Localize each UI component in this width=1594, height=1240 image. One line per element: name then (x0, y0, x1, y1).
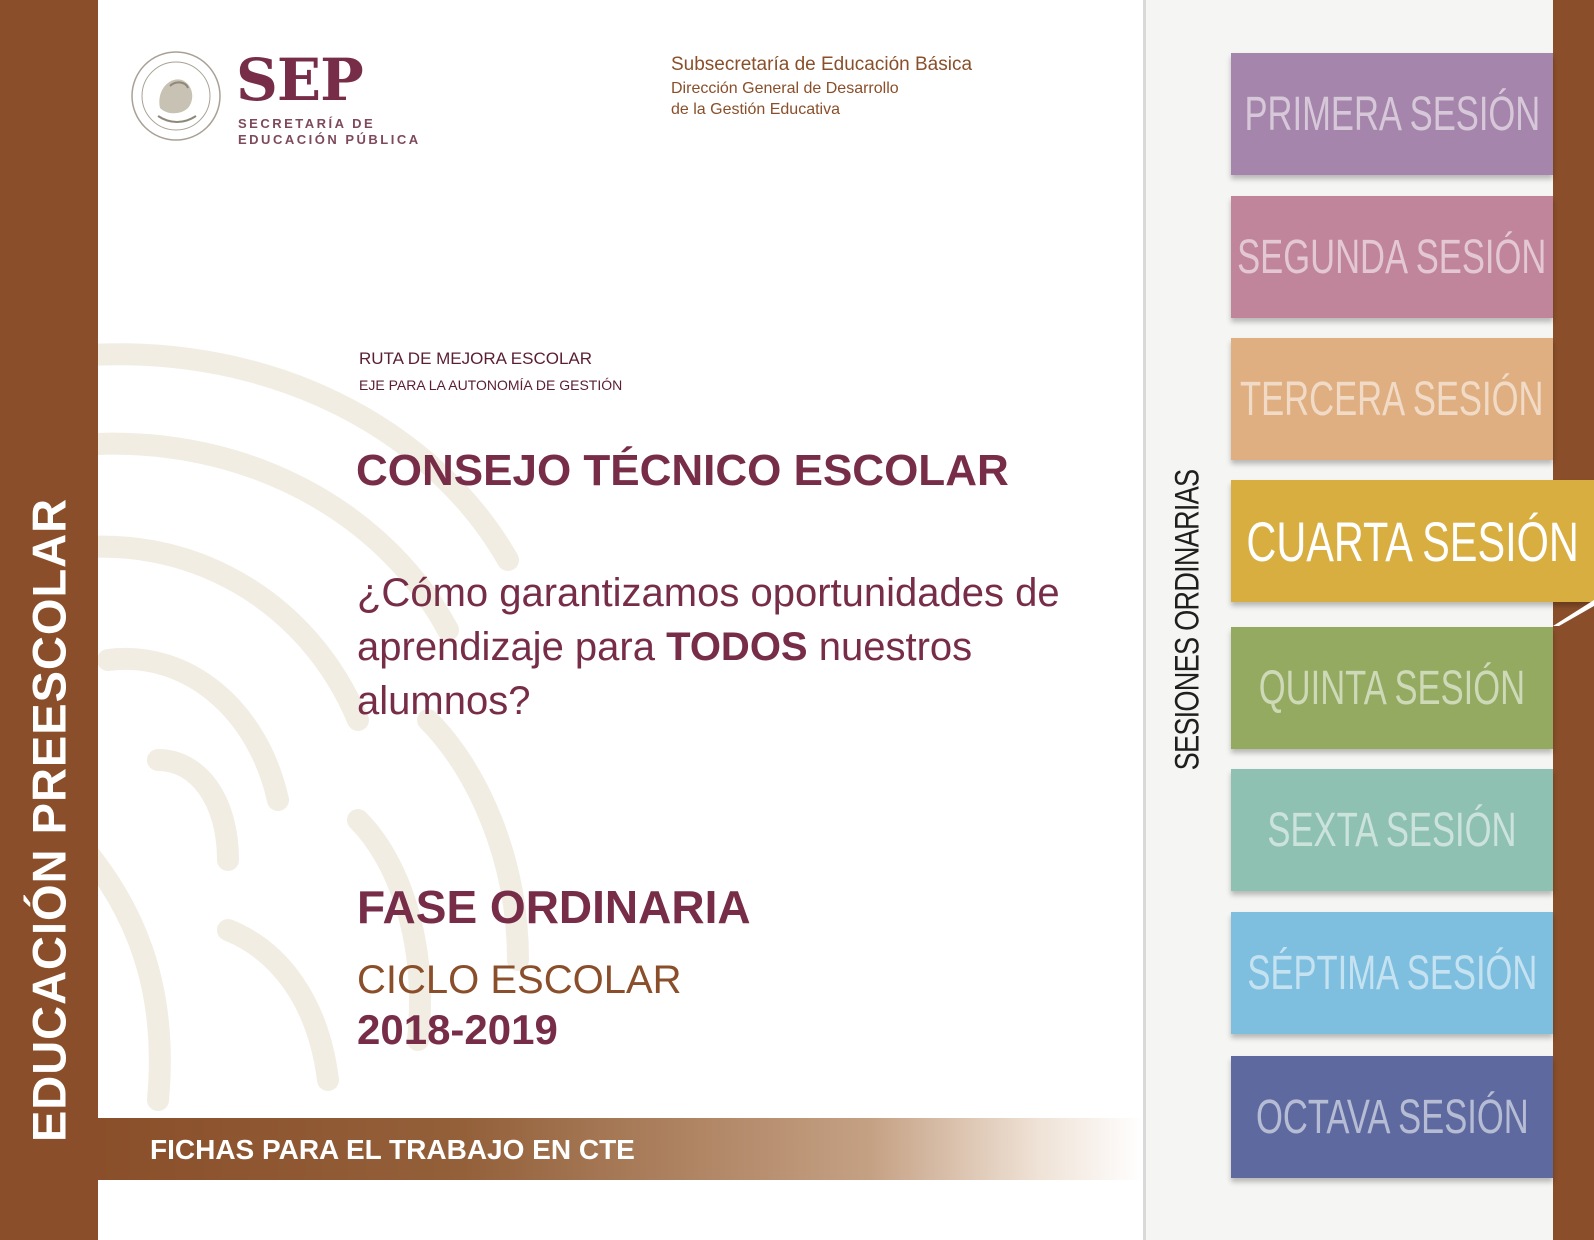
active-tab-connector (1553, 600, 1594, 626)
left-band (0, 0, 98, 1240)
page-title: CONSEJO TÉCNICO ESCOLAR (356, 446, 1009, 495)
tab-cuarta-sesion[interactable] (1231, 480, 1594, 602)
tab-label: SÉPTIMA SESIÓN (1246, 946, 1538, 1000)
tab-sexta-sesion[interactable] (1231, 769, 1553, 891)
question-bold: TODOS (666, 625, 808, 669)
question-part-2: nuestros alumnos? (357, 625, 973, 723)
tab-label: CUARTA SESIÓN (1246, 509, 1579, 573)
footer-text: FICHAS PARA EL TRABAJO EN CTE (150, 1134, 635, 1165)
tab-septima-sesion[interactable] (1231, 912, 1553, 1034)
ruta-heading: RUTA DE MEJORA ESCOLAR (359, 349, 593, 368)
fase-heading: FASE ORDINARIA (357, 881, 751, 933)
tab-tercera-sesion[interactable] (1231, 338, 1553, 460)
side-label: EDUCACIÓN PREESCOLAR (22, 497, 76, 1143)
tab-label: PRIMERA SESIÓN (1244, 87, 1540, 141)
tab-segunda-sesion[interactable] (1231, 196, 1553, 318)
eje-subheading: EJE PARA LA AUTONOMÍA DE GESTIÓN (359, 377, 623, 393)
tab-label: QUINTA SESIÓN (1258, 661, 1526, 715)
sep-logo-text: SEP (236, 46, 363, 114)
footer-bar (98, 1118, 1143, 1180)
tab-label: SEGUNDA SESIÓN (1237, 230, 1547, 284)
tab-primera-sesion[interactable] (1231, 53, 1553, 175)
ciclo-label: CICLO ESCOLAR (357, 958, 682, 1002)
tab-label: TERCERA SESIÓN (1240, 372, 1544, 426)
tab-quinta-sesion[interactable] (1231, 627, 1553, 749)
direccion-line-2: de la Gestión Educativa (671, 101, 840, 118)
tab-octava-sesion[interactable] (1231, 1056, 1553, 1178)
guiding-question (357, 566, 1117, 728)
tab-label: OCTAVA SESIÓN (1255, 1090, 1529, 1144)
sep-logo-subtitle: SECRETARÍA DE EDUCACIÓN PÚBLICA (238, 116, 421, 147)
direccion-line-1: Dirección General de Desarrollo (671, 80, 899, 97)
subsecretaria-text: Subsecretaría de Educación Básica (671, 54, 973, 75)
national-seal-icon (130, 50, 222, 142)
tab-label: SEXTA SESIÓN (1267, 803, 1517, 857)
sessions-label (1169, 432, 1208, 808)
school-year: 2018-2019 (357, 1006, 558, 1053)
question-part-1: ¿Cómo garantizamos oportunidades de aprendizaje para (357, 571, 1060, 669)
sessions-label-text: SESIONES ORDINARIAS (1168, 469, 1207, 771)
